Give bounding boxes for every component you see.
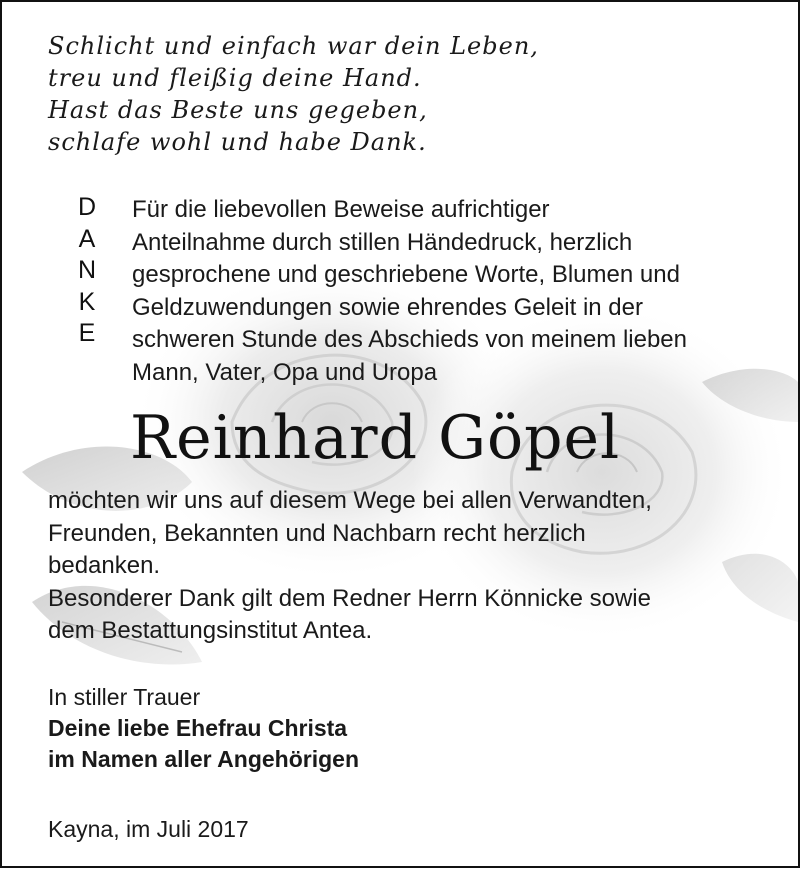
danke-letter: E xyxy=(78,319,96,347)
deceased-name: Reinhard Göpel xyxy=(130,403,621,473)
poem-line: schlafe wohl und habe Dank. xyxy=(48,128,427,156)
signoff xyxy=(48,682,359,775)
danke-letter: K xyxy=(78,287,96,316)
poem xyxy=(48,30,539,158)
poem-line: Schlicht und einfach war dein Leben, xyxy=(48,32,539,60)
signoff-intro: In stiller Trauer xyxy=(48,684,201,710)
intro-paragraph xyxy=(132,194,687,389)
intro-line: schweren Stunde des Abschieds von meinem lieben xyxy=(132,326,687,353)
danke-letter: N xyxy=(77,256,97,284)
body-line: Besonderer Dank gilt dem Redner Herrn Könnicke sowie xyxy=(48,584,651,612)
intro-line: Geldzuwendungen sowie ehrendes Geleit in der xyxy=(132,293,643,321)
body-line: dem Bestattungsinstitut Antea. xyxy=(48,617,373,644)
body-line: bedanken. xyxy=(48,552,161,579)
body-line: möchten wir uns auf diesem Wege bei allen Verwandten, xyxy=(48,487,652,514)
body-line: Freunden, Bekannten und Nachbarn recht herzlich xyxy=(48,519,586,547)
danke-letter: D xyxy=(77,193,97,221)
poem-line: treu und fleißig deine Hand. xyxy=(48,64,422,92)
danke-vertical-word xyxy=(62,192,112,350)
intro-line: Anteilnahme durch stillen Händedruck, herzlich xyxy=(132,228,633,256)
thanks-paragraph xyxy=(48,485,652,648)
intro-line: Für die liebevollen Beweise aufrichtiger xyxy=(132,196,550,223)
intro-line: Mann, Vater, Opa und Uropa xyxy=(132,358,438,386)
place-date: Kayna, im Juli 2017 xyxy=(48,816,249,842)
signoff-widow: Deine liebe Ehefrau Christa xyxy=(48,715,348,741)
poem-line: Hast das Beste uns gegeben, xyxy=(48,96,428,124)
signoff-family: im Namen aller Angehörigen xyxy=(48,746,359,772)
danke-letter: A xyxy=(78,224,96,253)
intro-line: gesprochene und geschriebene Worte, Blumen und xyxy=(132,261,680,288)
